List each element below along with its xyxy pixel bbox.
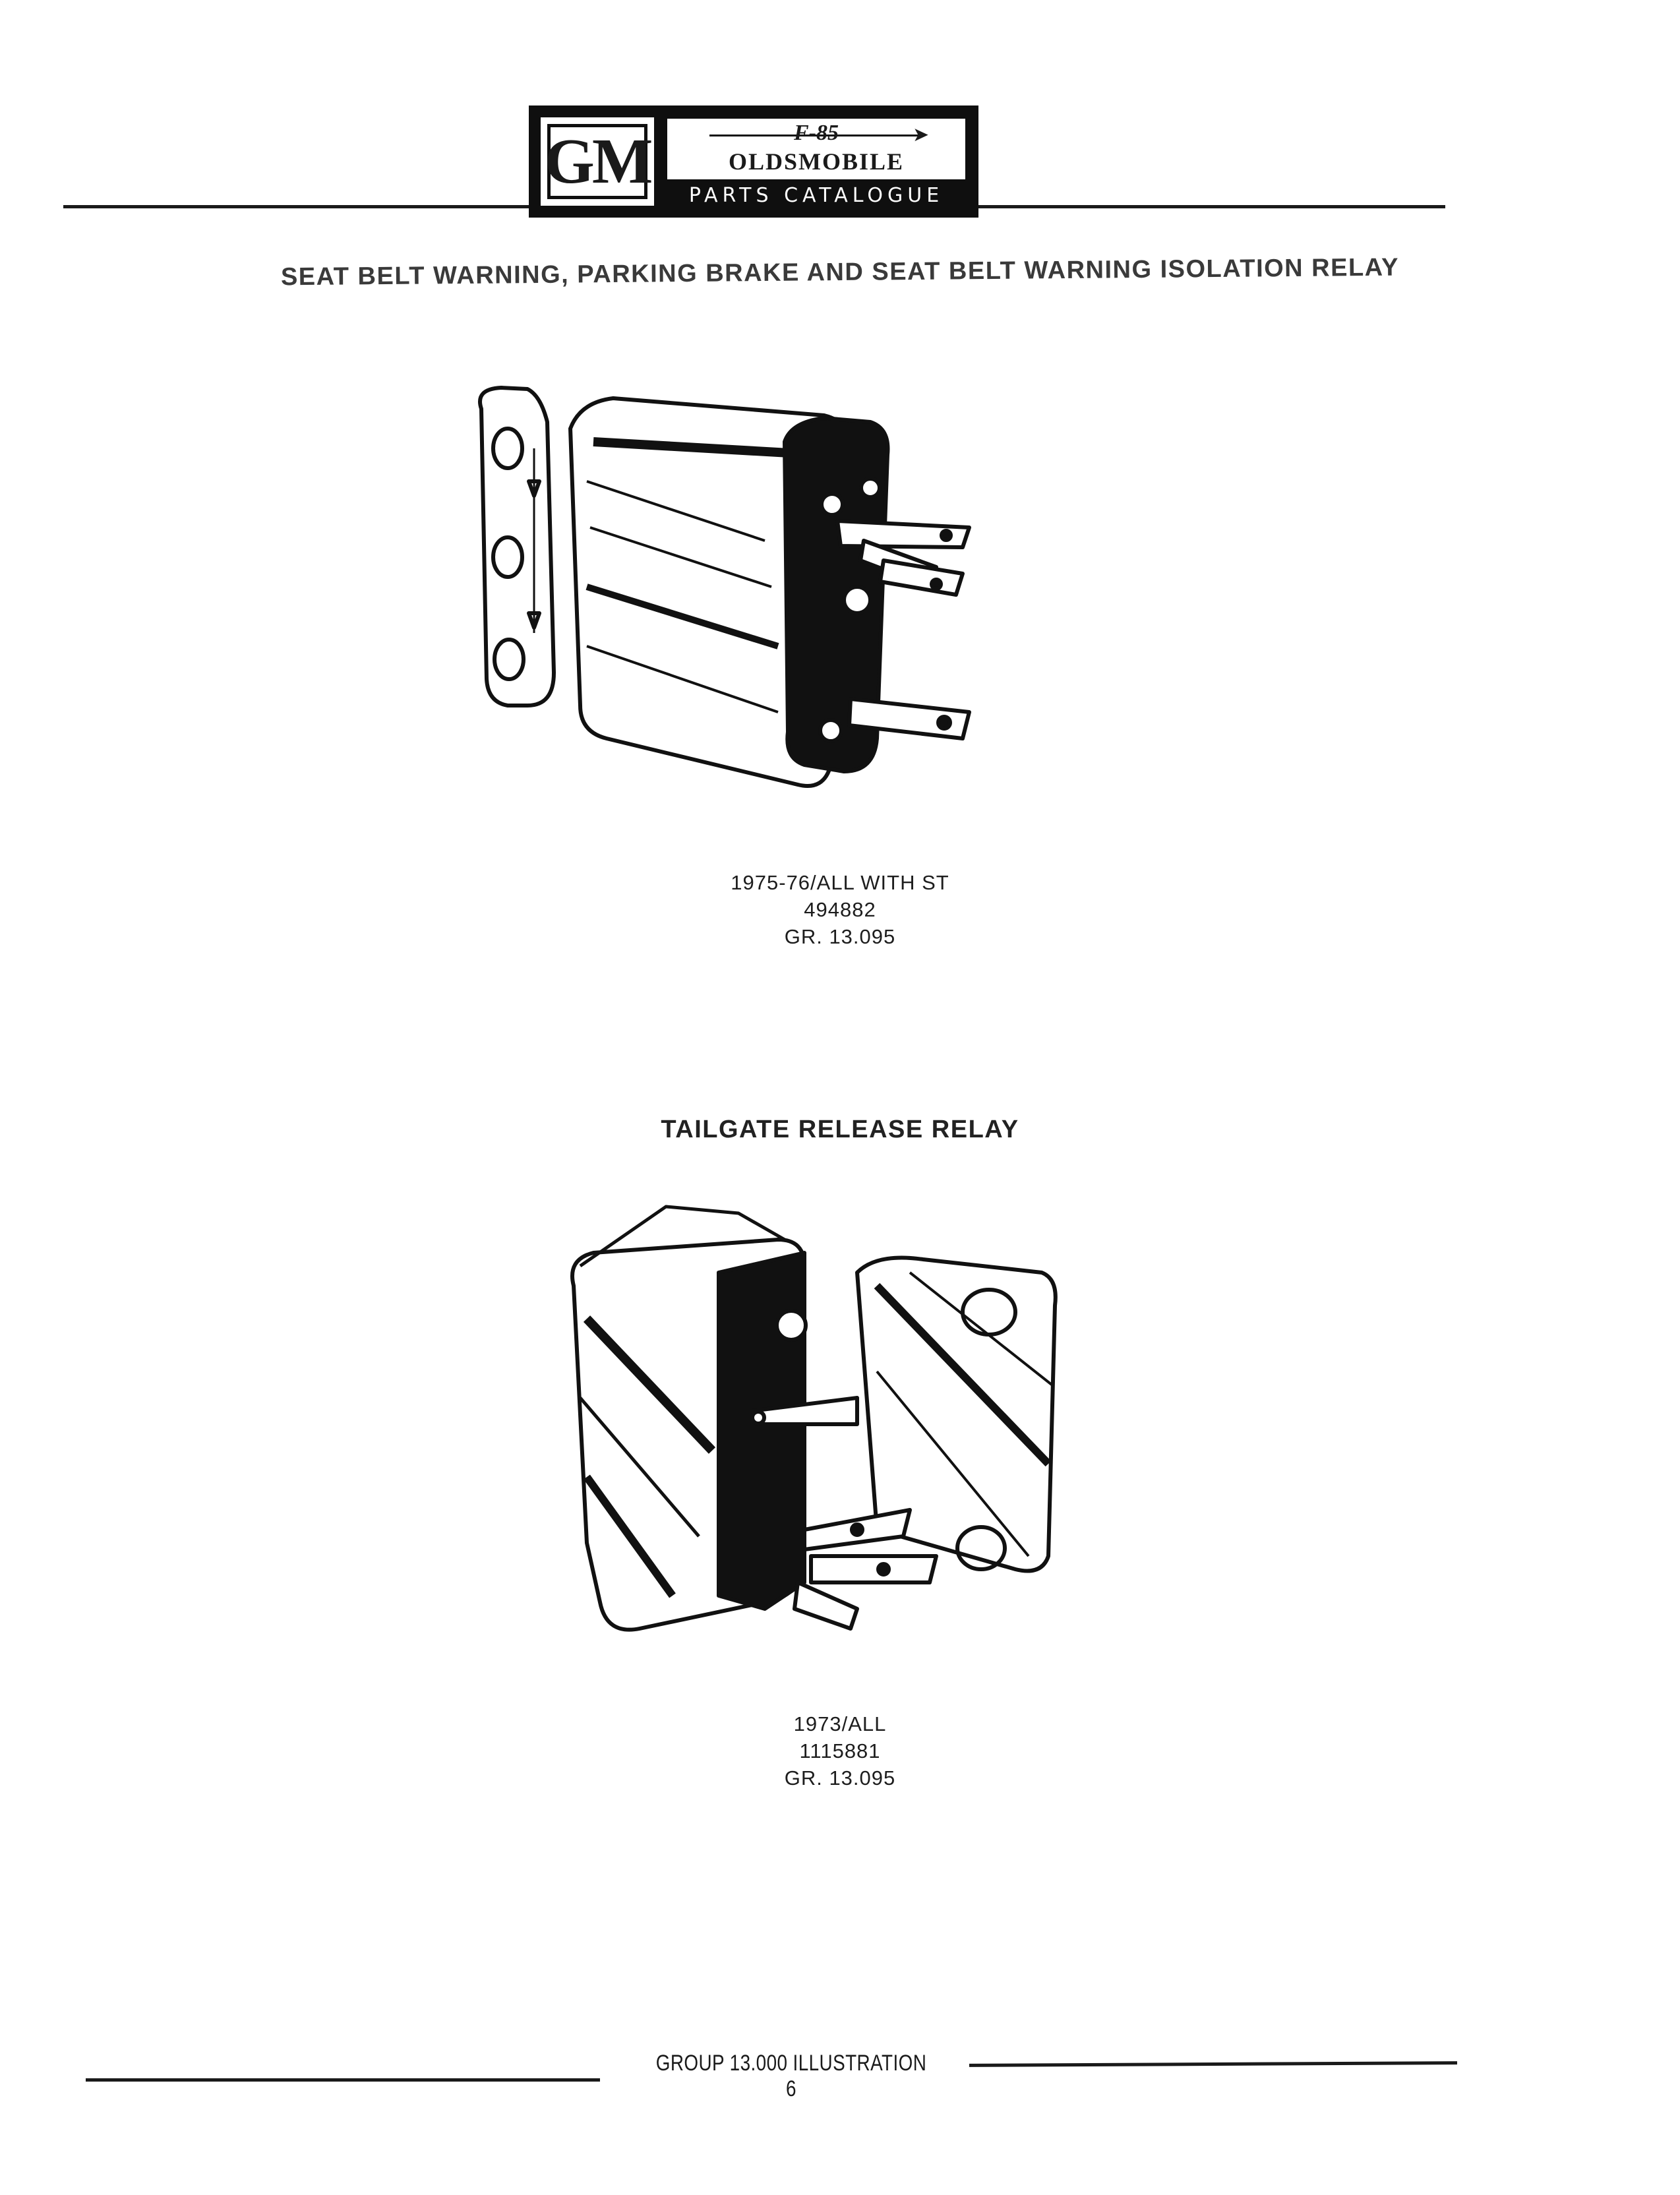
caption-years: 1973/ALL xyxy=(793,1712,887,1735)
gm-logo-letters: GM xyxy=(547,124,647,199)
gm-parts-catalogue-logo xyxy=(529,105,978,218)
brand-name: OLDSMOBILE xyxy=(728,148,905,175)
arrow-right-icon: ➤ xyxy=(913,124,930,146)
footer-label: GROUP 13.000 ILLUSTRATION 6 xyxy=(655,2051,927,2101)
seat-belt-relay-illustration xyxy=(455,369,1009,804)
caption-part-number: 1115881 xyxy=(799,1739,881,1762)
catalogue-label: PARTS CATALOGUE xyxy=(688,184,944,207)
caption-seat-belt-relay xyxy=(0,869,1680,950)
footer-rule-right xyxy=(969,2061,1457,2067)
tailgate-relay-illustration xyxy=(567,1187,1068,1648)
caption-tailgate-relay xyxy=(0,1710,1680,1791)
section-title-seat-belt-relay: SEAT BELT WARNING, PARKING BRAKE AND SEAT BELT WARNING ISOLATION RELAY xyxy=(280,253,1400,291)
caption-years: 1975-76/ALL WITH ST xyxy=(731,871,949,894)
brand-panel xyxy=(667,119,965,179)
caption-group: GR. 13.095 xyxy=(784,925,896,948)
footer-rule-left xyxy=(86,2078,600,2082)
section-title-tailgate-relay: TAILGATE RELEASE RELAY xyxy=(661,1116,1019,1143)
caption-part-number: 494882 xyxy=(804,898,876,921)
gm-logo-box xyxy=(538,115,657,208)
caption-group: GR. 13.095 xyxy=(784,1766,896,1789)
model-mark: F-85 xyxy=(794,121,839,145)
